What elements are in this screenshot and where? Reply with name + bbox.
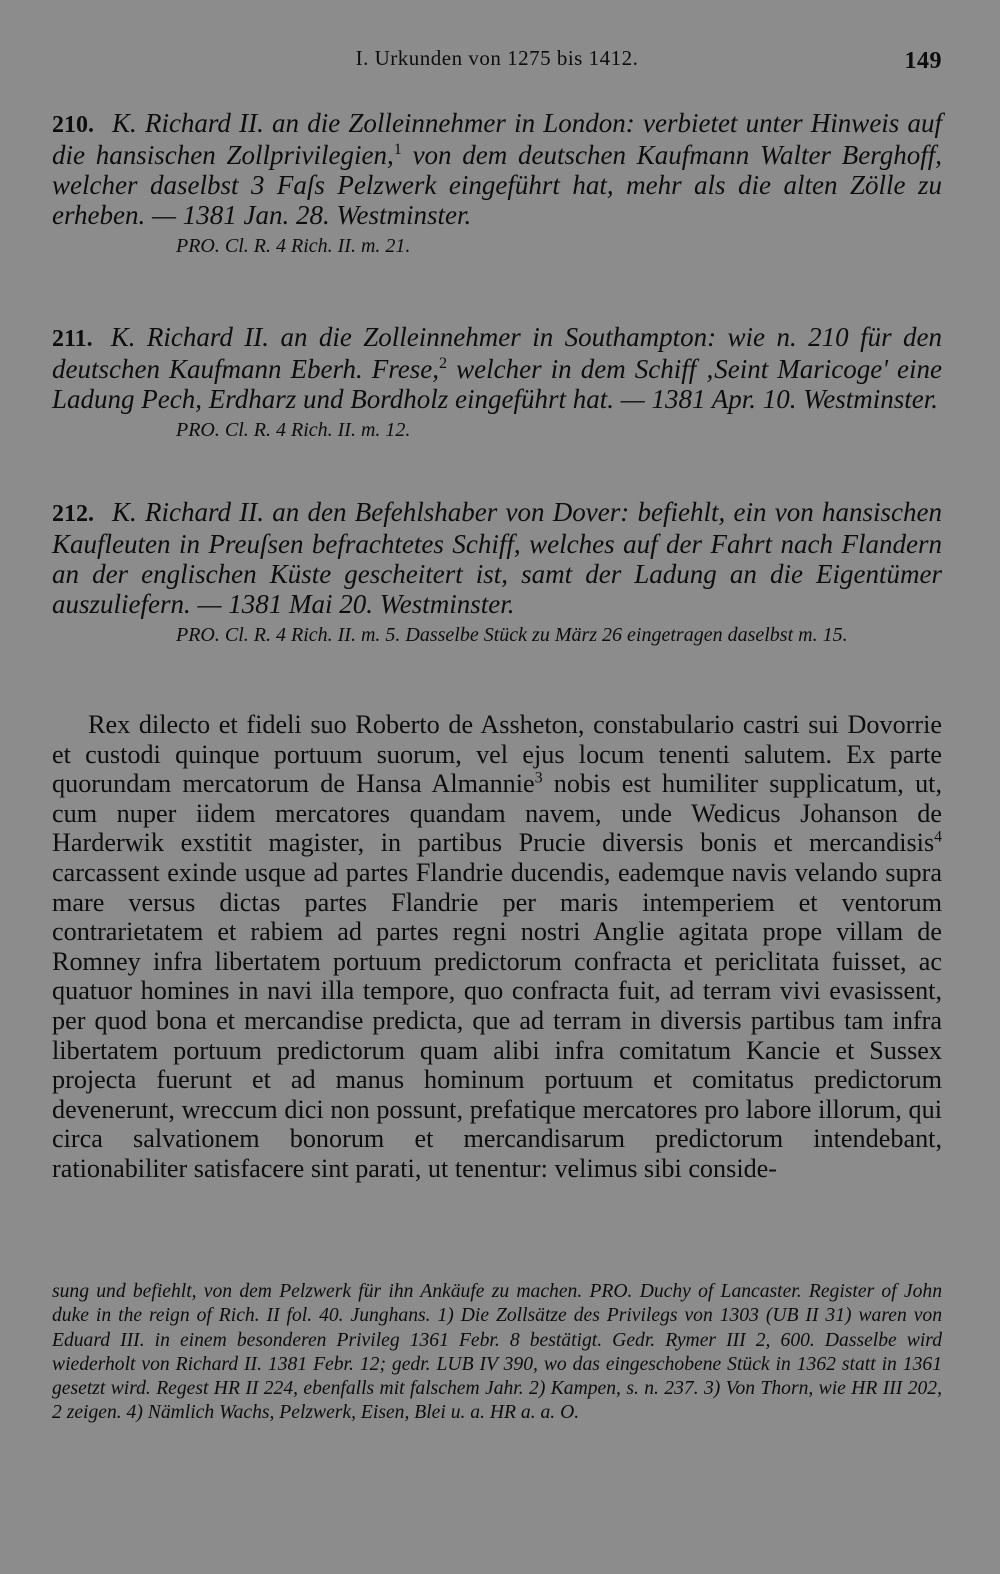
entry-source: PRO. Cl. R. 4 Rich. II. m. 21. (176, 235, 411, 257)
footnotes: sung und befiehlt, von dem Pelzwerk für ihn Ankäufe zu machen. PRO. Duchy of Lancaster. Register of John duke in the reign of Rich. II fol. 40. Junghans. 1) Die Zollsätze des Privilegs von 1303 (UB II 31) waren von Eduard III. in einem besonderen Privileg 1361 Febr. 8 bestätigt. Gedr. Rymer III 2, 600. Dasselbe wird wiederholt von Richard II. 1381 Febr. 12; gedr. LUB IV 390, wo das eingeschobene Stück in 1362 statt in 1361 gesetzt wird. Regest HR II 224, ebenfalls mit falschem Jahr. 2) Kampen, s. n. 237. 3) Von Thorn, wie HR III 202, 2 zeigen. 4) Nämlich Wachs, Pelzwerk, Eisen, Blei u. a. HR a. a. O. (52, 1281, 942, 1424)
entry-text-cont: welcher in dem Schiff ‚Seint Maricoge' eine Ladung Pech, Erdharz und Bordholz eingeführt hat. — 1381 Apr. 10. Westminster. (52, 354, 942, 414)
running-title: I. Urkunden von 1275 bis 1412. (355, 46, 639, 70)
entry-number: 211. (52, 326, 93, 352)
entry-text: K. Richard II. an den Befehlshaber von Dover: befiehlt, ein von hansischen Kaufleuten in Preuſsen befrachtetes Schiff, welches auf der Fahrt nach Flandern an der englischen Küste gescheitert ist, samt der Ladung an die Eigentümer auszuliefern. — 1381 Mai 20. Westminster. (52, 497, 942, 619)
footnote-ref: 1 (393, 140, 402, 158)
entry-regest (52, 497, 942, 619)
charter-text (52, 710, 942, 1184)
charter-text-part: carcassent exinde usque ad partes Flandrie ducendis, eademque navis velando supra mare versus dictas partes Flandrie per maris intemperiem et ventorum contrarietatem et rabiem ad partes regni nostri Anglie agitata prope villam de Romney infra libertatem portuum predictorum confracta et periclitata fuisset, ac quatuor homines in navi illa tempore, quo confracta fuit, ad terram vivi evasissent, per quod bona et mercandise predicta, que ad terram in diversis partibus tam infra libertatem portuum predictorum quam alibi infra comitatum Kancie et Sussex projecta fuerunt et ad manus hominum portuum et comitatus predictorum devenerunt, wreccum dici non possunt, prefatique mercatores pro labore illorum, qui circa salvationem bonorum et mercandisarum predictorum intendebant, rationabiliter satisfacere sint parati, ut tenentur: velimus sibi conside- (52, 857, 942, 1183)
entry-text-cont: von dem deutschen Kaufmann Walter Berghoff, welcher daselbst 3 Faſs Pelzwerk eingeführt hat, mehr als die alten Zölle zu erheben. — 1381 Jan. 28. Westminster. (52, 140, 943, 230)
footnote-ref: 4 (934, 828, 942, 846)
entry-210 (52, 108, 942, 258)
entry-text: K. Richard II. an die Zolleinnehmer in London: verbietet unter Hinweis auf die hansischen Zollprivilegien, (52, 108, 942, 170)
footnote-ref: 3 (534, 769, 543, 787)
entry-source: PRO. Cl. R. 4 Rich. II. m. 12. (176, 419, 411, 441)
charter-text-part: Rex dilecto et fideli suo Roberto de Assheton, constabulario castri sui Dovorrie et custodi quinque portuum suorum, vel ejus locum tenenti salutem. Ex parte quorundam mercatorum de Hansa Almannie (52, 710, 942, 799)
entry-regest (52, 322, 942, 414)
page-header (52, 46, 942, 78)
entry-text: K. Richard II. an die Zolleinnehmer in Southampton: wie n. 210 für den deutschen Kaufmann Eberh. Frese, (52, 322, 942, 384)
entry-source: PRO. Cl. R. 4 Rich. II. m. 5. Dasselbe Stück zu März 26 eingetragen daselbst m. 15. (176, 624, 848, 646)
entry-212 (52, 497, 942, 647)
footnote-ref: 2 (439, 354, 448, 372)
entry-number: 210. (52, 112, 94, 138)
entry-211 (52, 322, 942, 442)
page-number: 149 (904, 48, 942, 74)
entry-regest (52, 108, 942, 230)
entry-number: 212. (52, 501, 94, 527)
charter-text-part: nobis est humiliter supplicatum, ut, cum nuper iidem mercatores quandam navem, unde Wedicus Johanson de Harderwik exstitit magister, in partibus Prucie diversis bonis et mercandisis (52, 769, 942, 858)
